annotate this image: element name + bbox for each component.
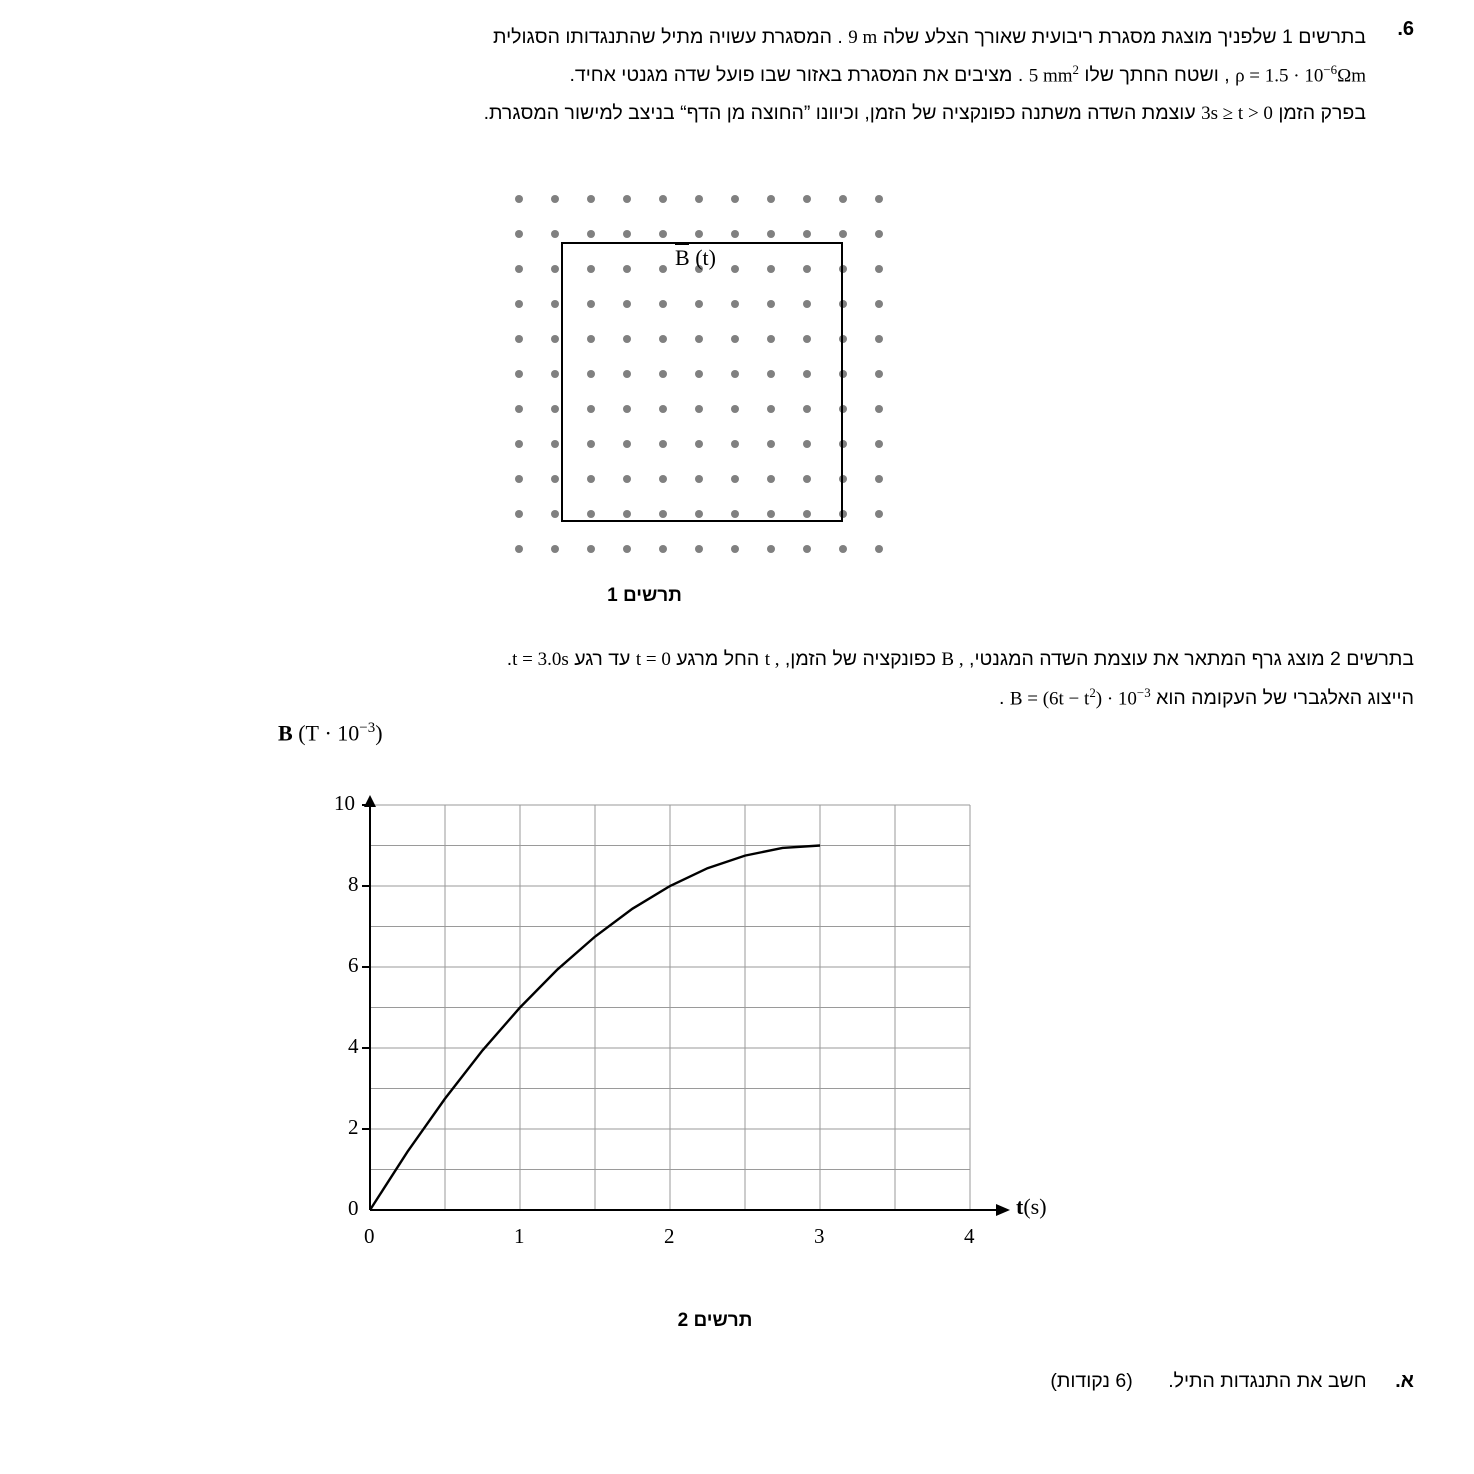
time-range-value: 3s ≥ t > 0 (1201, 103, 1273, 125)
figure-1-caption-text: תרשים 1 (607, 585, 682, 606)
chart-svg (330, 795, 1010, 1250)
field-dot (875, 475, 883, 483)
field-dot (587, 545, 595, 553)
question-line-2b: . מציבים את המסגרת באזור שבו פועל שדה מגנטי אחיד. (569, 64, 1024, 87)
field-dot (875, 300, 883, 308)
p2-symbol-t: t , (764, 649, 780, 670)
field-dot (731, 230, 739, 238)
y-tick-label: 4 (348, 1034, 359, 1058)
field-dot (623, 545, 631, 553)
p2-text-e: החל מרגע (676, 648, 760, 670)
p2-period-2: . (998, 687, 1005, 709)
x-axis-title: t(s) (1016, 1194, 1047, 1219)
item-a-marker: א. (1395, 1370, 1414, 1392)
x-tick-label: 3 (814, 1224, 825, 1248)
chart-figure-2 (250, 720, 1150, 1331)
field-dot (551, 475, 559, 483)
field-dot (587, 230, 595, 238)
field-dot (875, 405, 883, 413)
p2-symbol-B: B , (941, 649, 964, 670)
chart-gridlines (370, 805, 970, 1210)
field-dot (767, 195, 775, 203)
y-tick-label: 10 (334, 791, 355, 815)
field-dot (875, 230, 883, 238)
field-dot (515, 265, 523, 273)
field-dot (551, 405, 559, 413)
field-dot (551, 510, 559, 518)
item-a (64, 1370, 1414, 1393)
p2-period: . (506, 648, 513, 670)
field-dot (515, 230, 523, 238)
paragraph-2 (64, 640, 1414, 718)
field-dot (551, 265, 559, 273)
field-dot (803, 195, 811, 203)
question-line-1 (114, 18, 1366, 56)
field-dot (515, 405, 523, 413)
field-dot (515, 195, 523, 203)
field-dot (551, 440, 559, 448)
field-dot (515, 300, 523, 308)
p2-text-a: בתרשים 2 מוצג גרף המתאר את עוצמת השדה המגנטי, (969, 648, 1414, 670)
field-dot (875, 265, 883, 273)
field-dot (659, 545, 667, 553)
y-tick-label: 2 (348, 1115, 359, 1139)
square-wire-frame (561, 242, 843, 522)
field-dot (695, 195, 703, 203)
chart-plot-area (330, 791, 1047, 1250)
field-dot (731, 545, 739, 553)
field-dot (551, 335, 559, 343)
p2-text-c: כפונקציה של הזמן, (784, 648, 936, 670)
p2-t-end: t = 3.0s (512, 649, 569, 670)
field-dot (515, 335, 523, 343)
question-text (114, 18, 1366, 132)
field-dot (695, 545, 703, 553)
chart-axes (362, 795, 1010, 1216)
paragraph-2-line-1 (64, 640, 1414, 679)
figure-2-caption (250, 1310, 1150, 1332)
question-number: 6. (1397, 18, 1414, 40)
field-dot (767, 545, 775, 553)
x-tick-label: 2 (664, 1224, 675, 1248)
resistivity-value: $\rho = 1.5 \cdot 10^{-6}\Omega m$ (1235, 61, 1366, 87)
field-dot (767, 230, 775, 238)
field-dot (839, 230, 847, 238)
y-tick-label: 6 (348, 953, 359, 977)
p2-equation: $B = (6t - t^2) \cdot 10^{-3}$ (1009, 684, 1151, 709)
field-dot (623, 230, 631, 238)
question-line-3b: עוצמת השדה משתנה כפונקציה של הזמן, וכיוונו ”החוצה מן הדף“ בניצב למישור המסגרת. (483, 102, 1196, 125)
field-dot (515, 475, 523, 483)
field-dot (803, 230, 811, 238)
field-dot (551, 300, 559, 308)
question-6 (114, 18, 1414, 132)
field-dot (875, 440, 883, 448)
field-dot (875, 370, 883, 378)
field-dot (659, 195, 667, 203)
figure-2-caption-text: תרשים 2 (677, 1310, 753, 1331)
x-tick-label: 4 (964, 1224, 975, 1248)
paragraph-2-line-2 (64, 679, 1414, 718)
field-dot (515, 510, 523, 518)
y-axis-title: B $(T \cdot 10^{-3})$ (278, 720, 383, 746)
field-dot (839, 545, 847, 553)
p2-text-f: עד רגע (574, 648, 631, 670)
question-line-3a: בפרק הזמן (1278, 102, 1366, 125)
field-dot (551, 370, 559, 378)
field-dot (551, 195, 559, 203)
field-dot (551, 545, 559, 553)
field-dot (839, 195, 847, 203)
question-line-1b: . המסגרת עשויה מתיל שהתנגדותו הסגולית (493, 26, 843, 48)
field-dot (515, 545, 523, 553)
field-dot (551, 230, 559, 238)
p2-text-eq-label: הייצוג האלגברי של העקומה הוא (1156, 687, 1414, 709)
figure-1-caption (0, 585, 1474, 607)
field-dot (875, 545, 883, 553)
y-tick-label: 8 (348, 872, 359, 896)
p2-t-start: t = 0 (635, 649, 671, 670)
field-dot (731, 195, 739, 203)
x-tick-label: 0 (364, 1224, 375, 1248)
field-dot (623, 195, 631, 203)
y-tick-label: 0 (348, 1196, 359, 1220)
field-dot (875, 510, 883, 518)
item-a-text: חשב את התנגדות התיל. (1168, 1370, 1367, 1392)
field-dot (515, 370, 523, 378)
question-line-2a: , ושטח החתך שלו (1084, 64, 1230, 87)
question-line-3 (114, 94, 1366, 132)
field-dot (515, 440, 523, 448)
field-dot (695, 230, 703, 238)
question-line-2 (114, 56, 1366, 94)
field-dot (803, 545, 811, 553)
field-label: B (t) (675, 245, 716, 270)
item-a-points: (6 נקודות) (1050, 1370, 1133, 1392)
question-line-1a: בתרשים 1 שלפניך מוצגת מסגרת ריבועית שאורך הצלע שלה (882, 26, 1366, 48)
cross-section-value: 5 $mm^2$ (1028, 61, 1079, 87)
field-dot (875, 195, 883, 203)
x-tick-label: 1 (514, 1224, 525, 1248)
field-dot (875, 335, 883, 343)
field-dot (587, 195, 595, 203)
side-length-value: 9 m (848, 27, 878, 48)
figure-1 (505, 190, 905, 580)
field-dot (659, 230, 667, 238)
